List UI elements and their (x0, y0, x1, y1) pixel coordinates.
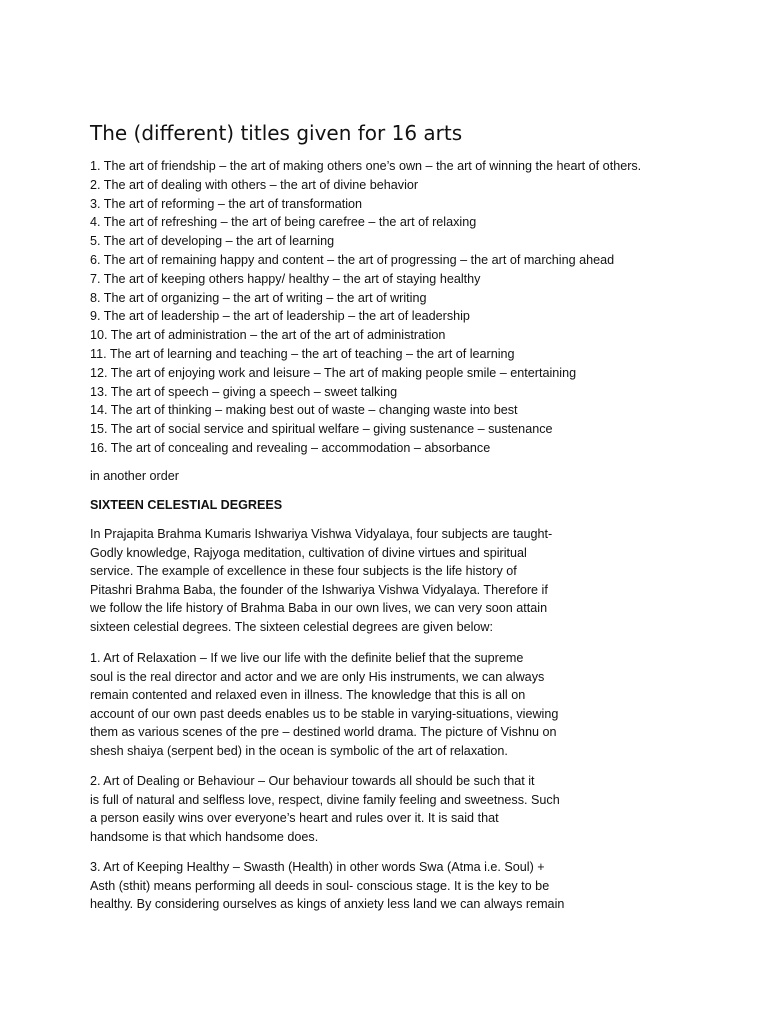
list-item: 2. The art of dealing with others – the art of divine behavior (90, 177, 419, 192)
list-item: 8. The art of organizing – the art of writing – the art of writing (90, 290, 427, 305)
text-line: In Prajapita Brahma Kumaris Ishwariya Vishwa Vidyalaya, four subjects are taught- (90, 527, 553, 541)
list-item: 11. The art of learning and teaching – the art of teaching – the art of learning (90, 346, 515, 361)
text-line: we follow the life history of Brahma Baba in our own lives, we can very soon attain (90, 601, 548, 616)
text-line: 2. Art of Dealing or Behaviour – Our behaviour towards all should be such that it (90, 774, 535, 788)
list-item: 4. The art of refreshing – the art of being carefree – the art of relaxing (90, 215, 477, 230)
text-line: Pitashri Brahma Baba, the founder of the Ishwariya Vishwa Vidyalaya. Therefore if (90, 582, 548, 597)
arts-list (90, 157, 641, 458)
list-item: 16. The art of concealing and revealing – accommodation – absorbance (90, 440, 491, 455)
list-item: 15. The art of social service and spiritual welfare – giving sustenance – sustenance (90, 422, 553, 437)
document-title: The (different) titles given for 16 arts (90, 121, 463, 145)
list-item: 1. The art of friendship – the art of making others one’s own – the art of winning the heart of others. (90, 159, 642, 173)
text-line: account of our own past deeds enables us to be stable in varying-situations, viewing (90, 706, 559, 721)
list-item: 13. The art of speech – giving a speech – sweet talking (90, 384, 398, 399)
list-item: 9. The art of leadership – the art of leadership – the art of leadership (90, 309, 470, 324)
degree-1-paragraph (90, 649, 558, 761)
list-item: 6. The art of remaining happy and content – the art of progressing – the art of marching ahead (90, 252, 615, 267)
list-item: 3. The art of reforming – the art of transformation (90, 196, 363, 211)
text-line: remain contented and relaxed even in illness. The knowledge that this is all on (90, 688, 526, 703)
section-heading: SIXTEEN CELESTIAL DEGREES (90, 498, 283, 512)
text-line: shesh shaiya (serpent bed) in the ocean is symbolic of the art of relaxation. (90, 743, 508, 758)
text-line: them as various scenes of the pre – destined world drama. The picture of Vishnu on (90, 725, 557, 740)
order-note: in another order (90, 469, 179, 483)
degree-3-paragraph (90, 858, 564, 914)
text-line: 1. Art of Relaxation – If we live our life with the definite belief that the supreme (90, 651, 524, 665)
text-line: Asth (sthit) means performing all deeds in soul- conscious stage. It is the key to be (90, 878, 550, 893)
intro-paragraph (90, 525, 552, 637)
list-item: 5. The art of developing – the art of learning (90, 234, 335, 249)
text-line: a person easily wins over everyone’s heart and rules over it. It is said that (90, 811, 499, 826)
text-line: Godly knowledge, Rajyoga meditation, cultivation of divine virtues and spiritual (90, 545, 527, 560)
text-line: sixteen celestial degrees. The sixteen celestial degrees are given below: (90, 619, 493, 634)
text-line: handsome is that which handsome does. (90, 829, 319, 844)
text-line: 3. Art of Keeping Healthy – Swasth (Health) in other words Swa (Atma i.e. Soul) + (90, 860, 545, 874)
degree-2-paragraph (90, 772, 560, 846)
list-item: 10. The art of administration – the art of the art of administration (90, 328, 446, 343)
list-item: 14. The art of thinking – making best out of waste – changing waste into best (90, 403, 518, 418)
text-line: service. The example of excellence in these four subjects is the life history of (90, 564, 517, 579)
text-line: soul is the real director and actor and we are only His instruments, we can always (90, 669, 545, 684)
list-item: 12. The art of enjoying work and leisure – The art of making people smile – entertaining (90, 365, 577, 380)
text-line: is full of natural and selfless love, respect, divine family feeling and sweetness. Such (90, 792, 560, 807)
list-item: 7. The art of keeping others happy/ healthy – the art of staying healthy (90, 271, 481, 286)
text-line: healthy. By considering ourselves as kings of anxiety less land we can always remain (90, 897, 565, 912)
